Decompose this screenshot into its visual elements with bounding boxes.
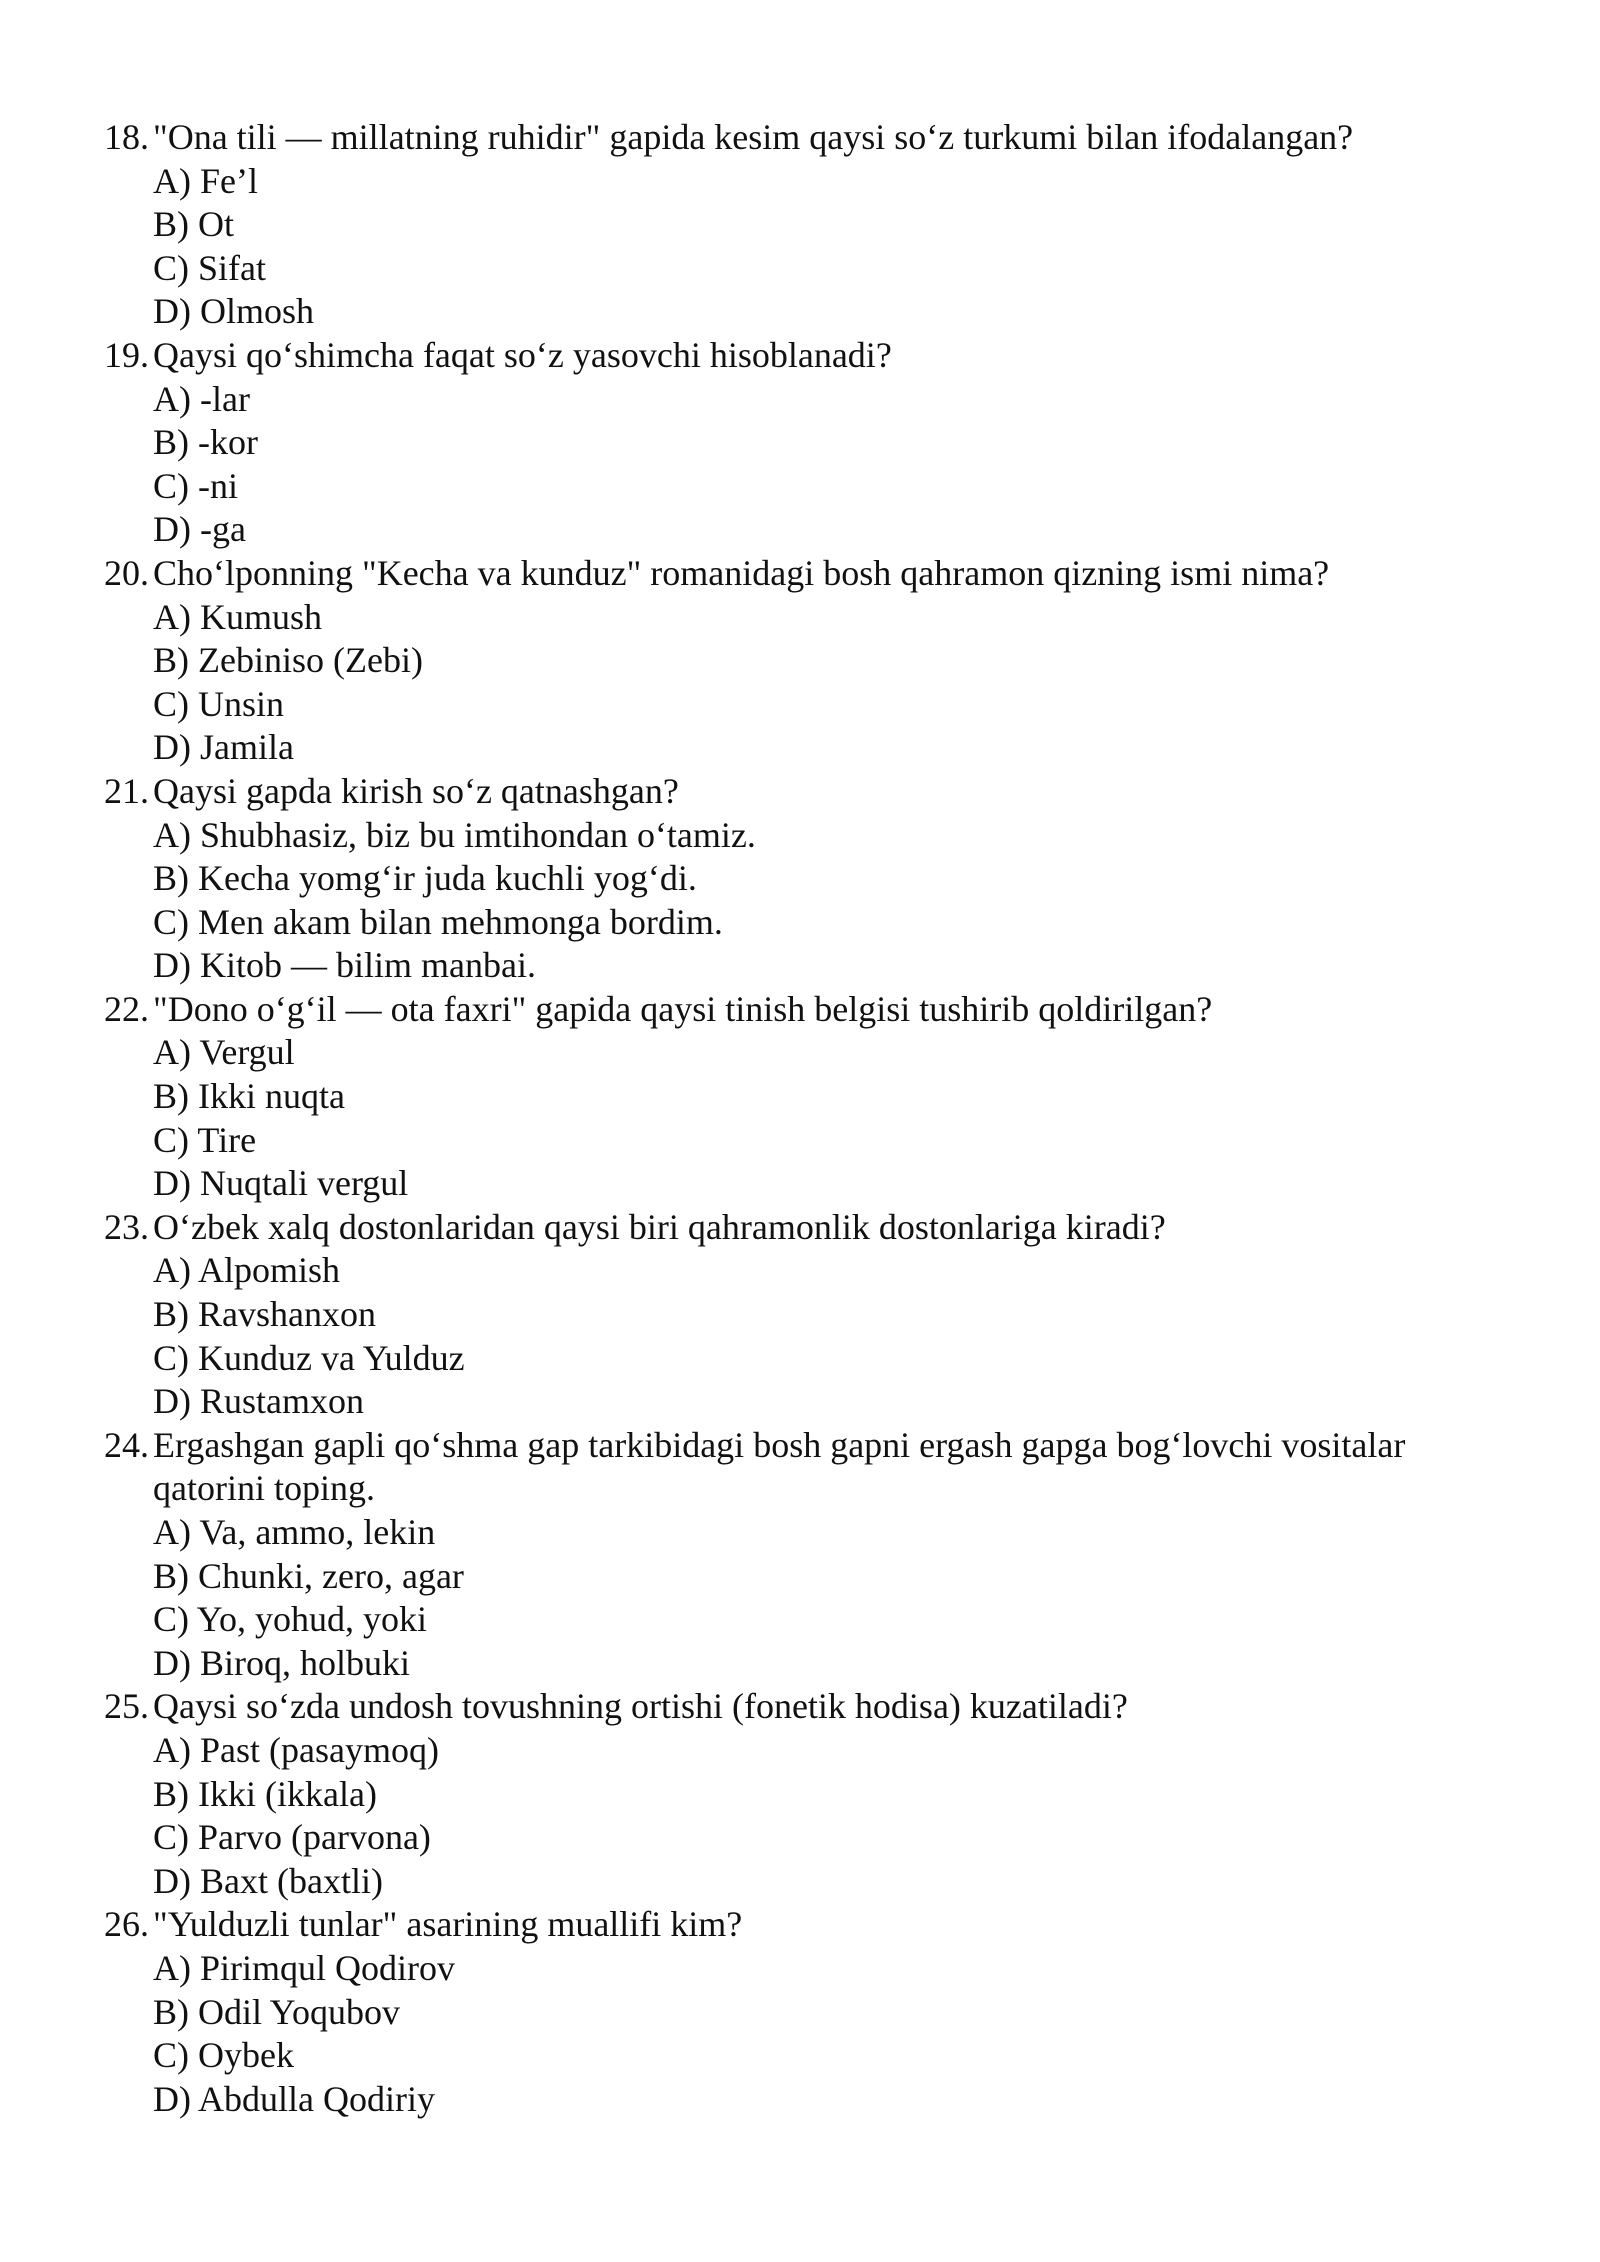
option-b: B) Zebiniso (Zebi) [153, 640, 423, 681]
option-d: D) Kitob — bilim manbai. [153, 945, 536, 986]
question-number: 23. [104, 1206, 149, 1247]
option-d: D) Jamila [153, 727, 294, 768]
question-header [104, 552, 1504, 596]
option-c: C) Tire [153, 1119, 257, 1160]
answer-options [104, 1249, 1504, 1423]
option-b: B) -kor [153, 422, 258, 463]
question-text: "Dono o‘g‘il — ota faxri" gapida qaysi tinish belgisi tushirib qoldirilgan? [153, 988, 1213, 1029]
option-c: C) Unsin [153, 683, 285, 724]
option-b: B) Kecha yomg‘ir juda kuchli yog‘di. [153, 858, 697, 899]
option-a: A) Past (pasaymoq) [153, 1729, 439, 1770]
question-text: Qaysi gapda kirish so‘z qatnashgan? [153, 770, 679, 811]
question-19 [104, 334, 1504, 552]
option-b: B) Ikki nuqta [153, 1076, 345, 1117]
option-a: A) Vergul [153, 1032, 295, 1073]
question-text: "Yulduzli tunlar" asarining muallifi kim? [153, 1904, 743, 1945]
answer-options [104, 814, 1504, 988]
answer-options [104, 596, 1504, 770]
option-d: D) Abdulla Qodiriy [153, 2078, 435, 2119]
answer-options [104, 1511, 1504, 1685]
question-header [104, 334, 1504, 378]
question-number: 21. [104, 770, 149, 811]
question-26 [104, 1903, 1504, 2121]
question-header [104, 1206, 1504, 1250]
question-number: 26. [104, 1904, 149, 1945]
option-d: D) Nuqtali vergul [153, 1163, 409, 1204]
option-d: D) -ga [153, 509, 246, 550]
option-c: C) Sifat [153, 247, 266, 288]
option-a: A) Shubhasiz, biz bu imtihondan o‘tamiz. [153, 814, 756, 855]
question-list [104, 116, 1504, 2121]
question-number: 18. [104, 117, 149, 157]
question-text: Cho‘lponning "Kecha va kunduz" romanidagi bosh qahramon qizning ismi nima? [153, 552, 1330, 593]
question-24 [104, 1424, 1504, 1686]
question-header [104, 116, 1504, 160]
answer-options [104, 160, 1504, 334]
option-a: A) -lar [153, 378, 250, 419]
option-b: B) Ravshanxon [153, 1294, 376, 1335]
option-c: C) Parvo (parvona) [153, 1817, 431, 1858]
question-text: O‘zbek xalq dostonlaridan qaysi biri qahramonlik dostonlariga kiradi? [153, 1206, 1166, 1247]
option-d: D) Biroq, holbuki [153, 1642, 410, 1683]
question-20 [104, 552, 1504, 770]
question-header [104, 1903, 1504, 1947]
option-c: C) Kunduz va Yulduz [153, 1337, 465, 1378]
answer-options [104, 1729, 1504, 1903]
answer-options [104, 1947, 1504, 2121]
question-number: 25. [104, 1686, 149, 1727]
option-d: D) Rustamxon [153, 1381, 364, 1422]
question-text: Qaysi so‘zda undosh tovushning ortishi (fonetik hodisa) kuzatiladi? [153, 1686, 1128, 1727]
option-a: A) Fe’l [153, 160, 258, 201]
question-21 [104, 770, 1504, 988]
option-a: A) Kumush [153, 596, 322, 637]
question-header [104, 1424, 1504, 1511]
option-d: D) Baxt (baxtli) [153, 1860, 383, 1901]
option-c: C) Men akam bilan mehmonga bordim. [153, 901, 723, 942]
option-a: A) Alpomish [153, 1250, 341, 1291]
option-c: C) Yo, yohud, yoki [153, 1599, 428, 1640]
option-a: A) Va, ammo, lekin [153, 1512, 436, 1552]
question-text: Qaysi qo‘shimcha faqat so‘z yasovchi hisoblanadi? [153, 334, 892, 375]
option-b: B) Ot [153, 204, 234, 245]
option-b: B) Ikki (ikkala) [153, 1773, 377, 1814]
option-c: C) -ni [153, 465, 238, 506]
question-header [104, 988, 1504, 1032]
question-25 [104, 1685, 1504, 1903]
question-text: "Ona tili — millatning ruhidir" gapida kesim qaysi so‘z turkumi bilan ifodalangan? [153, 117, 1354, 157]
option-a: A) Pirimqul Qodirov [153, 1947, 455, 1988]
option-b: B) Odil Yoqubov [153, 1991, 401, 2032]
question-22 [104, 988, 1504, 1206]
question-23 [104, 1206, 1504, 1424]
question-18 [104, 116, 1504, 334]
option-d: D) Olmosh [153, 291, 314, 332]
answer-options [104, 378, 1504, 552]
answer-options [104, 1031, 1504, 1205]
question-number: 22. [104, 988, 149, 1029]
question-header [104, 770, 1504, 814]
option-c: C) Oybek [153, 2035, 294, 2076]
question-number: 24. [104, 1424, 149, 1465]
question-text: Ergashgan gapli qo‘shma gap tarkibidagi bosh gapni ergash gapga bog‘lovchi vositalar qatorini toping. [153, 1424, 1406, 1509]
question-number: 20. [104, 552, 149, 593]
question-header [104, 1685, 1504, 1729]
question-number: 19. [104, 334, 149, 375]
option-b: B) Chunki, zero, agar [153, 1555, 464, 1596]
